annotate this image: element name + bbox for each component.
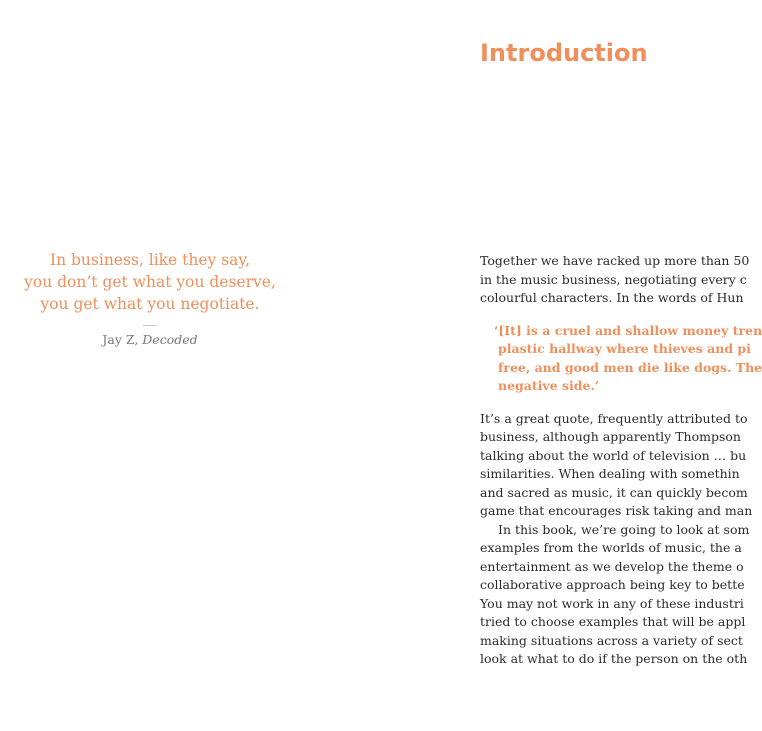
- text-line: collaborative approach being key to bette: [480, 577, 745, 592]
- block-quote: [480, 322, 762, 396]
- text-line: examples from the worlds of music, the a: [480, 540, 742, 555]
- text-line: similarities. When dealing with somethin: [480, 466, 740, 481]
- paragraph-1: [480, 252, 750, 308]
- chapter-body: [480, 252, 762, 669]
- text-line: entertainment as we develop the theme o: [480, 558, 744, 574]
- text-line: It’s a great quote, frequently attributed to: [480, 410, 748, 426]
- paragraph-2: [480, 410, 753, 521]
- quote-line: free, and good men die like dogs. The: [498, 359, 762, 375]
- text-line: talking about the world of television … bu: [480, 447, 747, 463]
- epigraph-divider: [143, 325, 157, 326]
- text-line: and sacred as music, it can quickly becom: [480, 484, 748, 500]
- epigraph-line: In business, like they say,: [49, 251, 251, 269]
- epigraph-attribution: [0, 332, 300, 348]
- epigraph-line: you don’t get what you deserve,: [24, 273, 276, 291]
- text-line: In this book, we’re going to look at som: [498, 521, 750, 537]
- text-line: tried to choose examples that will be appl: [480, 614, 746, 629]
- quote-line: ‘[It] is a cruel and shallow money tren: [494, 322, 762, 338]
- chapter-title: Introduction: [480, 39, 648, 67]
- epigraph-line: you get what you negotiate.: [40, 295, 260, 313]
- text-line: making situations across a variety of sect: [480, 632, 743, 648]
- text-line: Together we have racked up more than 50: [480, 253, 750, 268]
- epigraph: [0, 249, 300, 348]
- text-line: look at what to do if the person on the oth: [480, 651, 748, 666]
- text-line: business, although apparently Thompson: [480, 429, 741, 444]
- text-line: in the music business, negotiating every c: [480, 271, 747, 287]
- text-line: game that encourages risk taking and man: [480, 503, 753, 518]
- epigraph-work-title: Decoded: [142, 332, 198, 347]
- quote-line: plastic hallway where thieves and pi: [498, 341, 751, 356]
- text-line: You may not work in any of these industri: [480, 595, 744, 611]
- text-line: colourful characters. In the words of Hun: [480, 290, 744, 305]
- quote-line: negative side.’: [498, 378, 600, 393]
- paragraph-3: [480, 521, 750, 669]
- epigraph-author: Jay Z,: [102, 332, 143, 347]
